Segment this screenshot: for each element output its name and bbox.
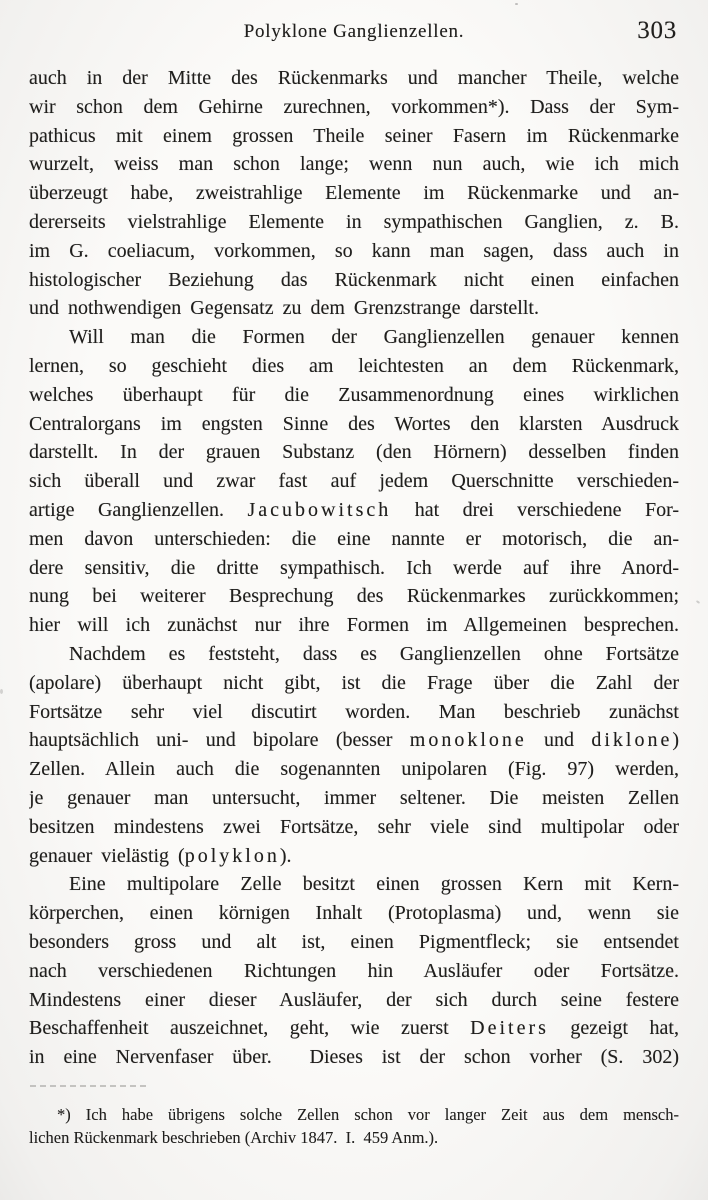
text-segment: Nachdem es feststeht, dass es Ganglienzellen ohne Fortsätze [69, 642, 679, 665]
scan-speck [515, 3, 518, 5]
text-segment: gezeigt hat, [548, 1017, 679, 1040]
text-segment: darstellt. In der grauen Substanz (den Hörnern) desselben finden [29, 441, 679, 464]
text-line [29, 323, 679, 352]
text-line [29, 698, 679, 727]
emphasized-term: monoklone [409, 729, 527, 752]
text-line [29, 122, 679, 151]
text-segment: ) [672, 729, 679, 752]
text-segment: men davon unterschieden: die eine nannte er motorisch, die an- [29, 527, 679, 550]
footnote-line [29, 1126, 679, 1149]
text-segment: wir schon dem Gehirne zurechnen, vorkommen*). Dass der Sym- [29, 95, 679, 118]
text-segment: dererseits vielstrahlige Elemente in sympathischen Ganglien, z. B. [29, 210, 679, 233]
emphasized-term: Deiters [470, 1017, 549, 1040]
body-text [29, 64, 679, 1072]
text-segment: *) Ich habe übrigens solche Zellen schon vor langer Zeit aus dem mensch- [57, 1105, 679, 1124]
text-segment: je genauer man untersucht, immer seltener. Die meisten Zellen [29, 786, 679, 809]
text-segment: in eine Nervenfaser über. Dieses ist der schon vorher (S. 302) [29, 1046, 679, 1069]
text-line [29, 496, 679, 525]
text-segment: lichen Rückenmark beschrieben (Archiv 1847. I. 459 Anm.). [29, 1128, 439, 1147]
emphasized-term: diklone [591, 729, 673, 752]
text-segment: histologischer Beziehung das Rückenmark nicht einen einfachen [29, 268, 679, 291]
text-line [29, 611, 679, 640]
text-line [29, 150, 679, 179]
footnote-separator [30, 1085, 146, 1087]
running-head-title: Polyklone Ganglienzellen. [243, 21, 465, 42]
text-segment: und nothwendigen Gegensatz zu dem Grenzstrange darstellt. [29, 297, 539, 320]
text-segment: pathicus mit einem grossen Theile seiner Fasern im Rückenmarke [29, 124, 679, 147]
text-line [29, 784, 679, 813]
text-line [29, 93, 679, 122]
text-line [29, 179, 679, 208]
text-segment: überzeugt habe, zweistrahlige Elemente im Rückenmarke und an- [29, 182, 679, 205]
text-segment: Eine multipolare Zelle besitzt einen grossen Kern mit Kern- [69, 873, 679, 896]
text-segment: besonders gross und alt ist, einen Pigmentfleck; sie entsendet [29, 930, 679, 953]
text-segment: nach verschiedenen Richtungen hin Ausläufer oder Fortsätze. [29, 959, 679, 982]
text-line [29, 467, 679, 496]
text-line [29, 582, 679, 611]
paragraph [29, 870, 679, 1072]
text-segment: genauer vielästig ( [29, 844, 185, 867]
text-line [29, 410, 679, 439]
text-line [29, 208, 679, 237]
text-segment: wurzelt, weiss man schon lange; wenn nun auch, wie ich mich [29, 153, 679, 176]
text-segment: Mindestens einer dieser Ausläufer, der sich durch seine festere [29, 988, 679, 1011]
text-segment: welches überhaupt für die Zusammenordnung eines wirklichen [29, 383, 679, 406]
text-segment: Will man die Formen der Ganglienzellen genauer kennen [69, 326, 679, 349]
text-line [29, 870, 679, 899]
text-line [29, 64, 679, 93]
text-line [29, 755, 679, 784]
text-segment: nung bei weiterer Besprechung des Rückenmarkes zurückkommen; [29, 585, 679, 608]
text-line [29, 986, 679, 1015]
text-line [29, 1043, 679, 1072]
text-segment: Fortsätze sehr viel discutirt worden. Man beschrieb zunächst [29, 700, 679, 723]
text-segment: körperchen, einen körnigen Inhalt (Protoplasma) und, wenn sie [29, 902, 679, 925]
text-segment: Zellen. Allein auch die sogenannten unipolaren (Fig. 97) werden, [29, 758, 679, 781]
text-segment: lernen, so geschieht dies am leichtesten an dem Rückenmark, [29, 354, 679, 377]
emphasized-term: Jacubowitsch [247, 498, 392, 521]
text-segment: Centralorgans im engsten Sinne des Wortes den klarsten Ausdruck [29, 412, 679, 435]
text-segment: sich überall und zwar fast auf jedem Querschnitte verschieden- [29, 470, 679, 493]
text-segment: dere sensitiv, die dritte sympathisch. Ich werde auf ihre Anord- [29, 556, 679, 579]
text-segment: artige Ganglienzellen. [29, 498, 248, 521]
text-segment: auch in der Mitte des Rückenmarks und mancher Theile, welche [29, 67, 679, 89]
text-line [29, 813, 679, 842]
text-line [29, 640, 679, 669]
paragraph [29, 64, 679, 323]
paragraph [29, 323, 679, 640]
text-line [29, 381, 679, 410]
text-line [29, 726, 679, 755]
text-line [29, 1014, 679, 1043]
emphasized-term: polyklon [184, 844, 280, 867]
text-line [29, 957, 679, 986]
text-segment: Beschaffenheit auszeichnet, geht, wie zuerst [29, 1017, 471, 1040]
text-line [29, 554, 679, 583]
scan-speck [0, 689, 3, 694]
text-line [29, 842, 679, 871]
text-line [29, 352, 679, 381]
text-line [29, 899, 679, 928]
text-line [29, 525, 679, 554]
text-segment: und [526, 729, 592, 752]
text-segment: hat drei verschiedene For- [391, 498, 679, 521]
text-line [29, 669, 679, 698]
text-line [29, 294, 679, 323]
text-line [29, 266, 679, 295]
page-number: 303 [637, 17, 677, 44]
text-segment: ). [279, 844, 292, 867]
text-segment: im G. coeliacum, vorkommen, so kann man sagen, dass auch in [29, 239, 679, 262]
footnote-line [29, 1103, 679, 1126]
paragraph [29, 640, 679, 870]
text-segment: hier will ich zunächst nur ihre Formen im Allgemeinen besprechen. [29, 614, 679, 637]
text-line [29, 438, 679, 467]
running-head [0, 0, 708, 50]
text-line [29, 928, 679, 957]
text-segment: hauptsächlich uni- und bipolare (besser [29, 729, 410, 752]
footnote [29, 1103, 679, 1149]
scan-speck [696, 600, 700, 604]
text-segment: (apolare) überhaupt nicht gibt, ist die Frage über die Zahl der [29, 671, 679, 694]
text-segment: besitzen mindestens zwei Fortsätze, sehr viele sind multipolar oder [29, 815, 679, 838]
text-line [29, 237, 679, 266]
